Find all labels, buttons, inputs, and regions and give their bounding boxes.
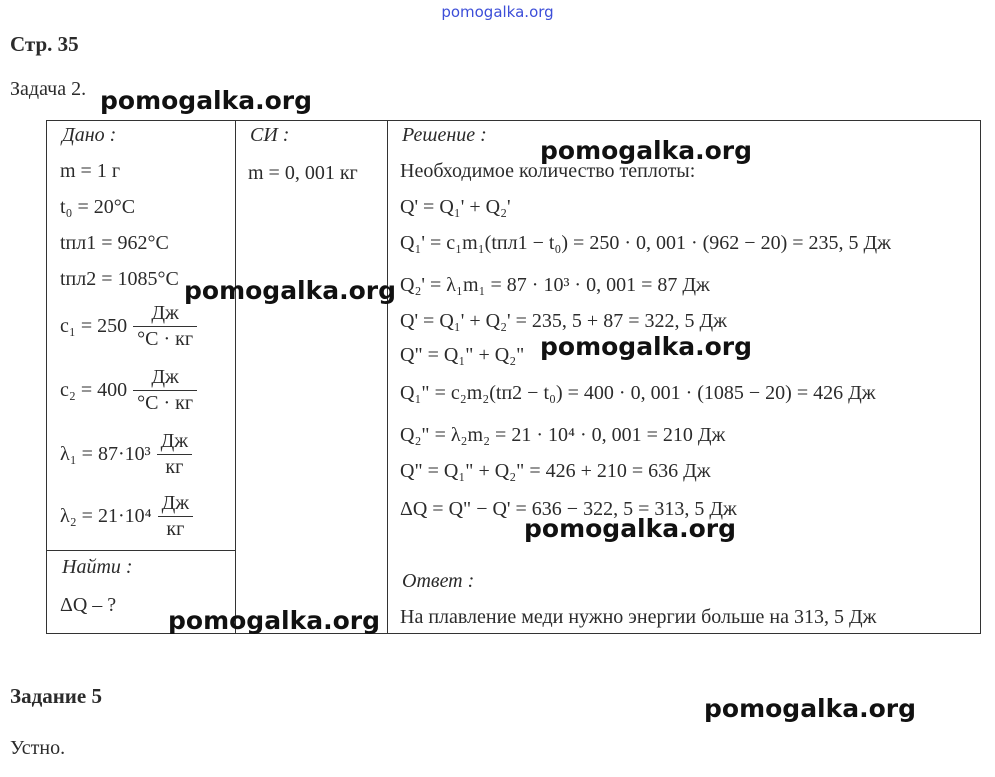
watermark-logo: pomogalka.org <box>184 276 397 305</box>
given-c2-unit <box>133 366 197 415</box>
solution-line: Q₁" = c₂m₂(tп2 − t₀) = 400 · 0, 001 · (1085 − 20) = 426 Дж <box>400 382 876 404</box>
unit-numerator: Дж <box>133 302 197 327</box>
given-c2 <box>60 366 197 415</box>
given-lambda2-lhs: λ₂ = 21·10⁴ <box>60 505 152 527</box>
given-lambda1-unit <box>157 430 192 479</box>
watermark-logo: pomogalka.org <box>100 86 313 115</box>
unit-denominator: °C · кг <box>137 328 194 350</box>
section-title: Задание 5 <box>10 684 102 708</box>
watermark-logo: pomogalka.org <box>168 606 381 635</box>
answer-header: Ответ : <box>402 570 475 592</box>
unit-numerator: Дж <box>133 366 197 391</box>
given-line: m = 1 г <box>60 160 121 182</box>
unit-numerator: Дж <box>157 430 192 455</box>
solution-line: Необходимое количество теплоты: <box>400 160 696 182</box>
solution-line: Q₁' = c₁m₁(tпл1 − t₀) = 250 · 0, 001 · (962 − 20) = 235, 5 Дж <box>400 232 891 254</box>
solution-line: Q' = Q₁' + Q₂' <box>400 196 511 218</box>
page-title: Стр. 35 <box>10 32 79 56</box>
solution-line: Q' = Q₁' + Q₂' = 235, 5 + 87 = 322, 5 Дж <box>400 310 727 332</box>
watermark-logo: pomogalka.org <box>704 694 917 723</box>
unit-denominator: кг <box>165 456 184 478</box>
column-divider-1 <box>235 120 236 634</box>
given-lambda1 <box>60 430 192 479</box>
watermark-logo: pomogalka.org <box>524 514 737 543</box>
given-line: t₀ = 20°C <box>60 196 136 218</box>
given-lambda2-unit <box>158 492 193 541</box>
answer-text: На плавление меди нужно энергии больше на 313, 5 Дж <box>400 606 877 628</box>
given-line: tпл2 = 1085°C <box>60 268 179 290</box>
find-value: ΔQ – ? <box>60 594 117 616</box>
given-c2-lhs: c₂ = 400 <box>60 379 128 401</box>
watermark-logo: pomogalka.org <box>540 332 753 361</box>
solution-header: Решение : <box>402 124 487 146</box>
si-header: СИ : <box>250 124 290 146</box>
unit-numerator: Дж <box>158 492 193 517</box>
given-c1-lhs: c₁ = 250 <box>60 315 128 337</box>
solution-line: Q" = Q₁" + Q₂" <box>400 344 525 366</box>
find-header: Найти : <box>62 556 133 578</box>
given-line: tпл1 = 962°C <box>60 232 169 254</box>
solution-line: ΔQ = Q" − Q' = 636 − 322, 5 = 313, 5 Дж <box>400 498 737 520</box>
solution-line: Q₂' = λ₁m₁ = 87 · 10³ · 0, 001 = 87 Дж <box>400 274 710 296</box>
given-c1 <box>60 302 197 351</box>
solution-line: Q" = Q₁" + Q₂" = 426 + 210 = 636 Дж <box>400 460 711 482</box>
given-header: Дано : <box>62 124 117 146</box>
solution-line: Q₂" = λ₂m₂ = 21 · 10⁴ · 0, 001 = 210 Дж <box>400 424 726 446</box>
unit-denominator: °C · кг <box>137 392 194 414</box>
given-lambda1-lhs: λ₁ = 87·10³ <box>60 443 151 465</box>
given-c1-unit <box>133 302 197 351</box>
watermark-logo: pomogalka.org <box>540 136 753 165</box>
unit-denominator: кг <box>166 518 185 540</box>
column-divider-2 <box>387 120 388 634</box>
si-value: m = 0, 001 кг <box>248 162 358 184</box>
site-header-link[interactable]: pomogalka.org <box>441 3 554 21</box>
section-text: Устно. <box>10 737 66 759</box>
given-find-divider <box>46 550 236 551</box>
task-label: Задача 2. <box>10 78 87 100</box>
given-lambda2 <box>60 492 193 541</box>
